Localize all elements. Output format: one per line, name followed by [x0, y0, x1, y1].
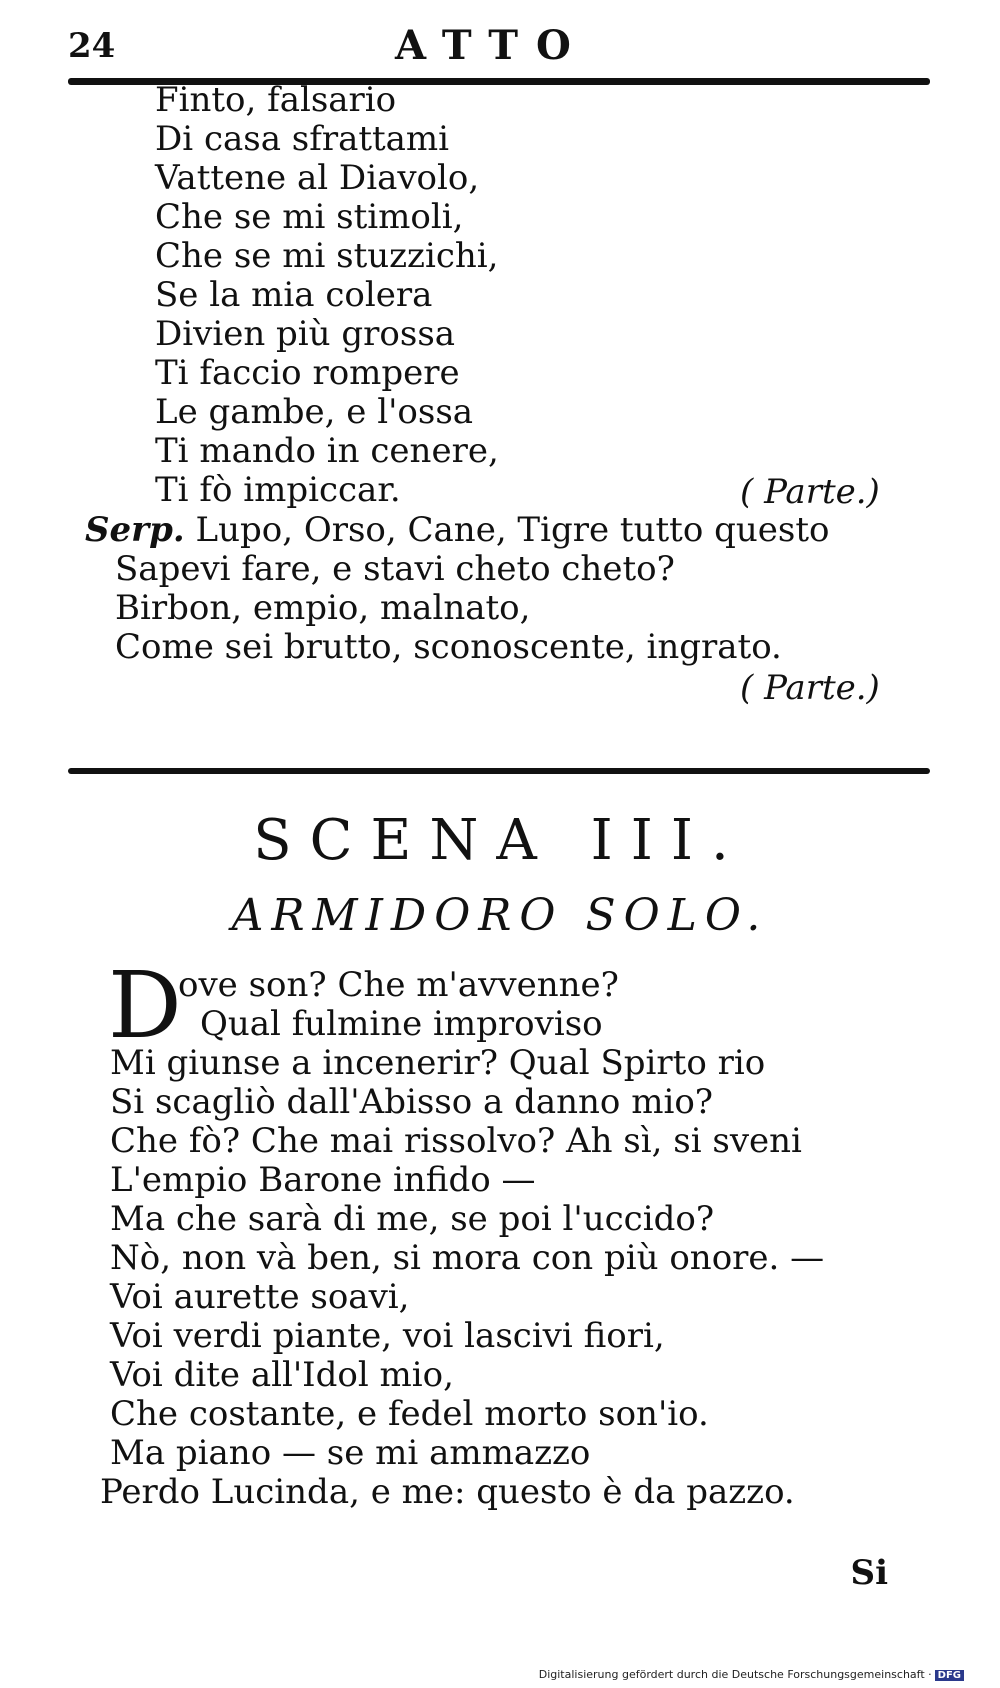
verse-line: Vattene al Diavolo,: [155, 158, 480, 198]
monologue-line: Si scagliò dall'Abisso a danno mio?: [110, 1082, 714, 1122]
speech-line: Birbon, empio, malnato,: [115, 588, 531, 628]
verse-line: Che se mi stuzzichi,: [155, 236, 499, 276]
monologue-line: Voi verdi piante, voi lascivi fiori,: [110, 1316, 665, 1356]
monologue-line: Qual fulmine improviso: [200, 1004, 603, 1044]
verse-line: Divien più grossa: [155, 314, 456, 354]
speech-line: Sapevi fare, e stavi cheto cheto?: [115, 549, 675, 589]
verse-line: Ti faccio rompere: [155, 353, 460, 393]
monologue-line: Che fò? Che mai rissolvo? Ah sì, si sveni: [110, 1121, 802, 1161]
monologue-line: Perdo Lucinda, e me: questo è da pazzo.: [100, 1472, 795, 1512]
verse-line: Ti mando in cenere,: [155, 431, 499, 471]
scene-subtitle: ARMIDORO SOLO.: [231, 890, 769, 941]
verse-line: Se la mia colera: [155, 275, 433, 315]
drop-cap: D: [108, 952, 182, 1059]
speaker-name: Serp.: [85, 510, 185, 550]
monologue-line: ove son? Che m'avvenne?: [178, 965, 619, 1005]
page-number: 24: [68, 26, 116, 66]
monologue-line: Mi giunse a incenerir? Qual Spirto rio: [110, 1043, 766, 1083]
speech-line: [85, 510, 829, 550]
stage-direction: ( Parte.): [740, 472, 880, 512]
dfg-logo: DFG: [935, 1670, 964, 1681]
speech-line: Come sei brutto, sconoscente, ingrato.: [115, 627, 782, 667]
monologue-line: Ma che sarà di me, se poi l'uccido?: [110, 1199, 715, 1239]
verse-line: Finto, falsario: [155, 80, 397, 120]
monologue-line: Voi dite all'Idol mio,: [110, 1355, 454, 1395]
monologue-line: L'empio Barone infido —: [110, 1160, 536, 1200]
monologue-line: Ma piano — se mi ammazzo: [110, 1433, 591, 1473]
stage-direction: ( Parte.): [740, 668, 880, 708]
monologue-line: Nò, non và ben, si mora con più onore. —: [110, 1238, 825, 1278]
verse-line: Di casa sfrattami: [155, 119, 450, 159]
speech-text: Lupo, Orso, Cane, Tigre tutto questo: [195, 510, 830, 550]
digitization-footer: [539, 1668, 964, 1681]
monologue-line: Che costante, e fedel morto son'io.: [110, 1394, 709, 1434]
verse-line: Le gambe, e l'ossa: [155, 392, 474, 432]
monologue-line: Voi aurette soavi,: [110, 1277, 410, 1317]
footer-text: Digitalisierung gefördert durch die Deutsche Forschungsgemeinschaft ·: [538, 1668, 932, 1681]
scene-title: SCENA III.: [253, 808, 747, 873]
verse-line: Che se mi stimoli,: [155, 197, 464, 237]
catchword: Si: [850, 1553, 888, 1593]
section-rule: [68, 768, 930, 774]
verse-line: Ti fò impiccar.: [155, 470, 401, 510]
running-title: ATTO: [395, 22, 589, 69]
